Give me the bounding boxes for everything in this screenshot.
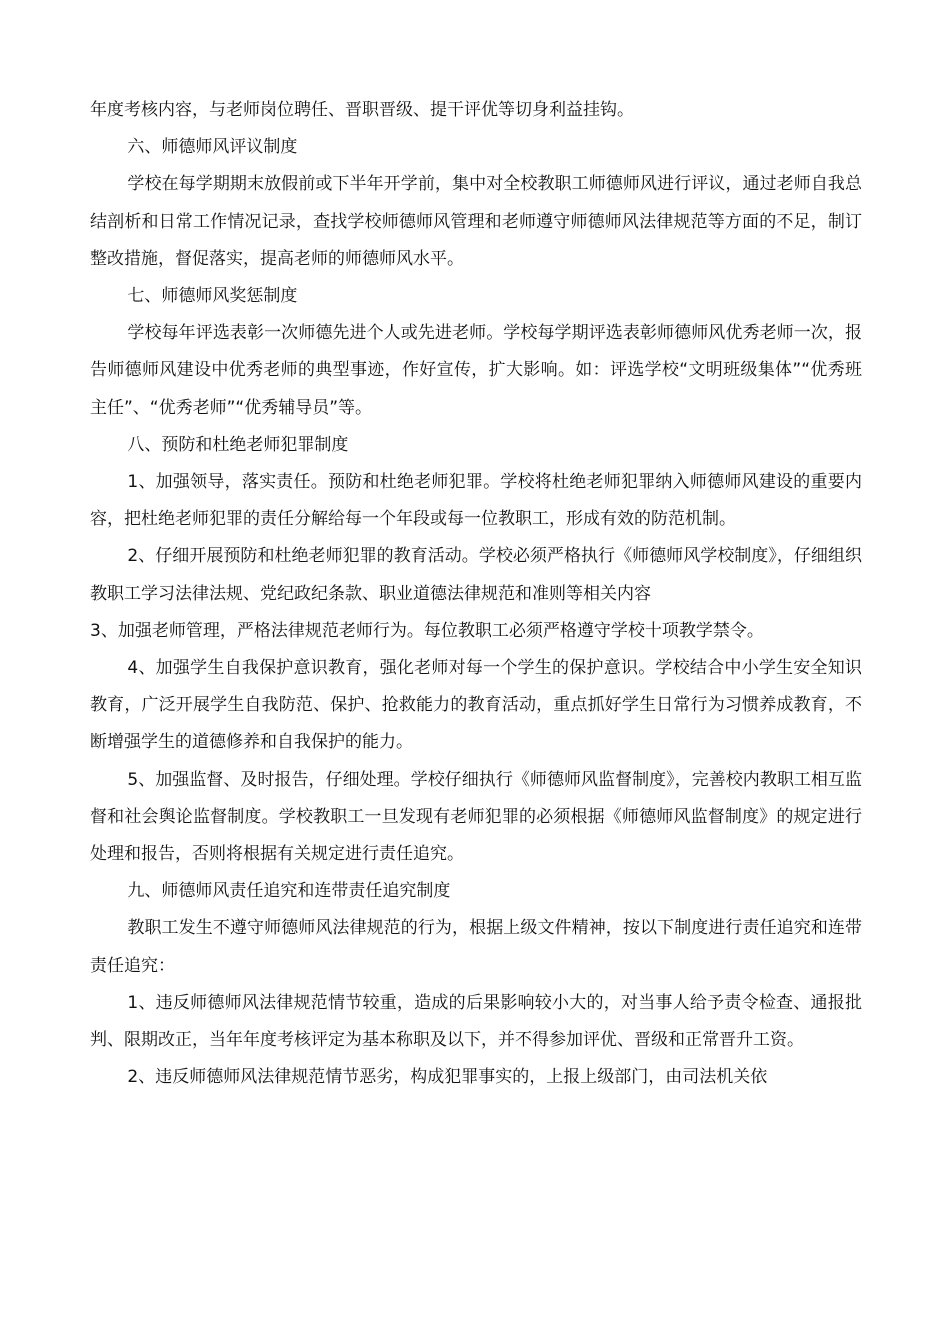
list-item: 1、违反师德师风法律规范情节较重，造成的后果影响较小大的，对当事人给予责令检查、通报批判、限期改正，当年年度考核评定为基本称职及以下，并不得参加评优、晋级和正常晋升工资。 [90,992,862,1051]
paragraph: 教职工发生不遵守师德师风法律规范的行为，根据上级文件精神，按以下制度进行责任追究和连带责任追究： [90,918,862,976]
list-item: 3、加强老师管理，严格法律规范老师行为。每位教职工必须严格遵守学校十项教学禁令。 [90,620,764,641]
section-heading-6: 六、师德师风评议制度 [127,137,298,158]
list-item: 1、加强领导，落实责任。预防和杜绝老师犯罪。学校将杜绝老师犯罪纳入师德师风建设的重要内容，把杜绝老师犯罪的责任分解给每一个年段或每一位教职工，形成有效的防范机制。 [90,472,862,530]
list-item: 4、加强学生自我保护意识教育，强化老师对每一个学生的保护意识。学校结合中小学生安全知识教育，广泛开展学生自我防范、保护、抢救能力的教育活动，重点抓好学生日常行为习惯养成教育，不断增强学生的道德修养和自我保护的能力。 [90,658,862,753]
list-item: 2、违反师德师风法律规范情节恶劣，构成犯罪事实的，上报上级部门，由司法机关依 [127,1067,768,1088]
paragraph: 学校每年评选表彰一次师德先进个人或先进老师。学校每学期评选表彰师德师风优秀老师一次，报告师德师风建设中优秀老师的典型事迹，作好宣传，扩大影响。如：评选学校“文明班级集体”“优秀班主任”、“优秀老师”“优秀辅导员”等。 [90,323,862,418]
list-item: 5、加强监督、及时报告，仔细处理。学校仔细执行《师德师风监督制度》，完善校内教职工相互监督和社会舆论监督制度。学校教职工一旦发现有老师犯罪的必须根据《师德师风监督制度》的规定进行处理和报告，否则将根据有关规定进行责任追究。 [90,769,862,865]
section-heading-8: 八、预防和杜绝老师犯罪制度 [127,434,349,455]
paragraph: 学校在每学期期末放假前或下半年开学前，集中对全校教职工师德师风进行评议，通过老师自我总结剖析和日常工作情况记录，查找学校师德师风管理和老师遵守师德师风法律规范等方面的不足，制订整改措施，督促落实，提高老师的师德师风水平。 [90,174,862,269]
list-item: 2、仔细开展预防和杜绝老师犯罪的教育活动。学校必须严格执行《师德师风学校制度》，仔细组织教职工学习法律法规、党纪政纪条款、职业道德法律规范和准则等相关内容 [90,546,862,604]
section-heading-7: 七、师德师风奖惩制度 [127,286,298,307]
section-heading-9: 九、师德师风责任追究和连带责任追究制度 [127,881,451,902]
paragraph-continuation: 年度考核内容，与老师岗位聘任、晋职晋级、提干评优等切身利益挂钩。 [90,100,634,120]
document-page [90,92,862,1096]
